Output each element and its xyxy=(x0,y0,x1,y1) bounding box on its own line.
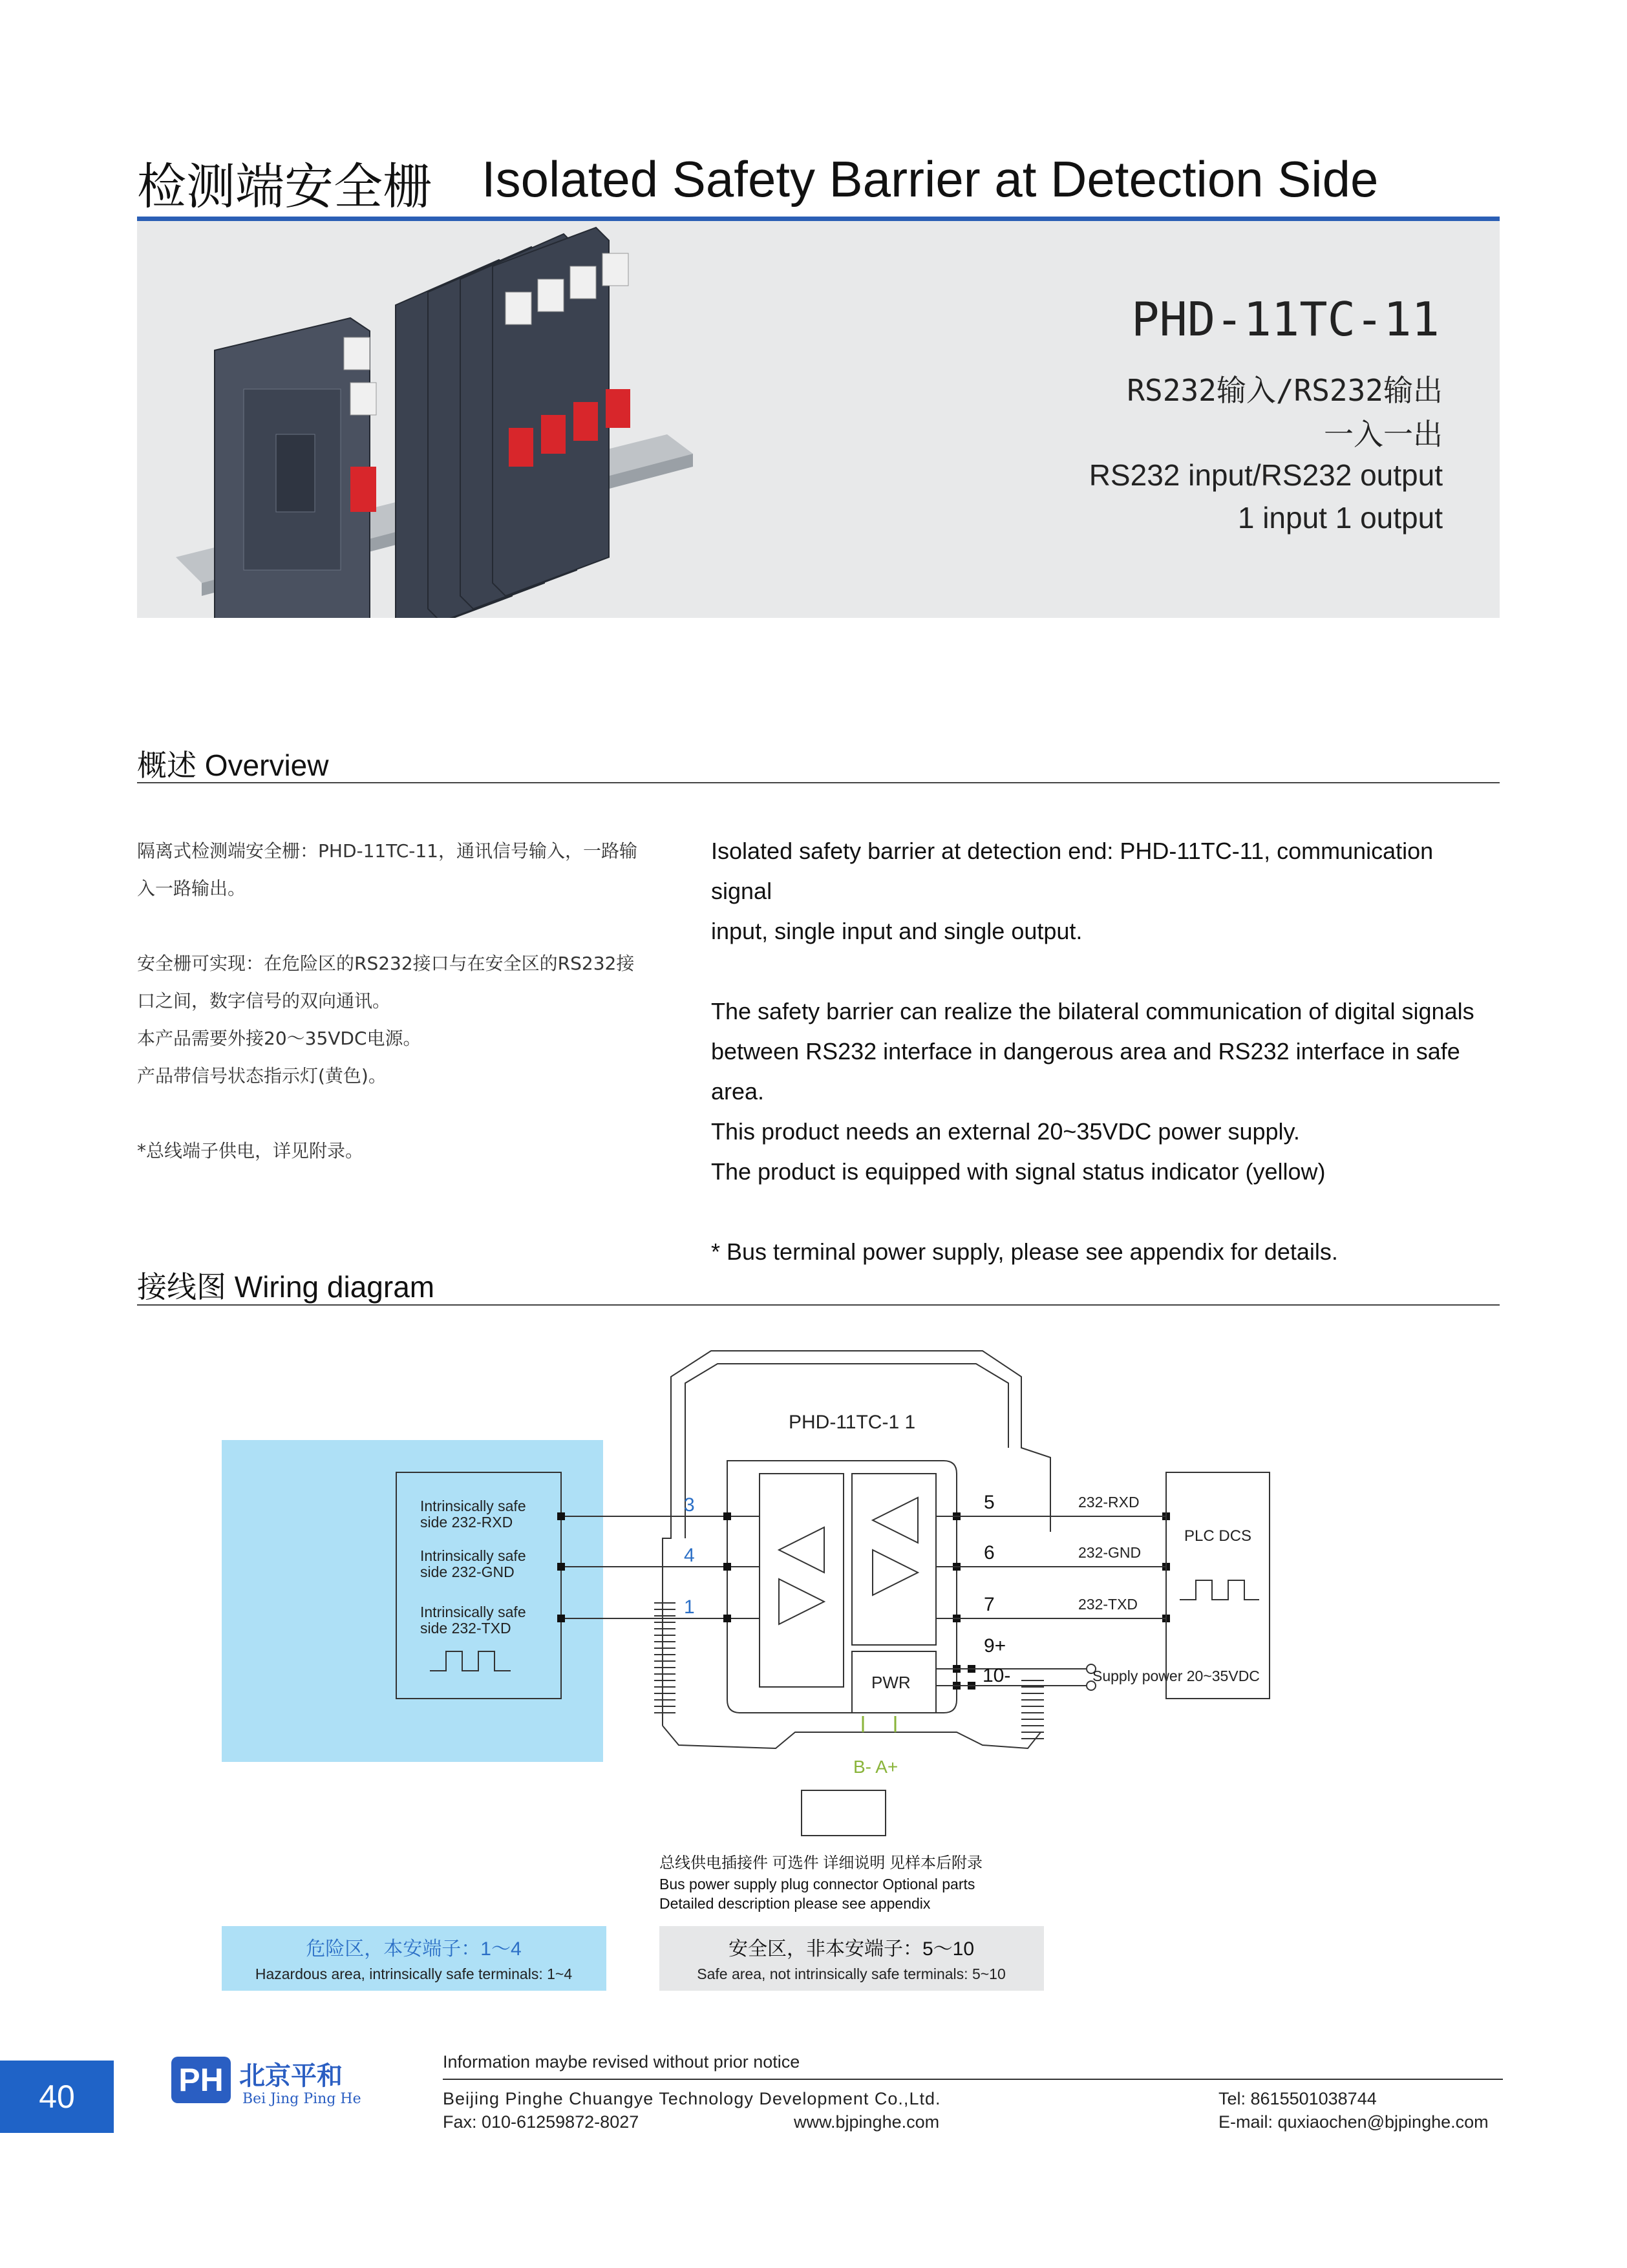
website[interactable]: www.bjpinghe.com xyxy=(794,2112,940,2132)
plc-label: PLC DCS xyxy=(1184,1527,1252,1545)
product-model: PHD-11TC-11 xyxy=(1131,292,1440,346)
pwr-label: PWR xyxy=(871,1673,911,1692)
wiring-divider xyxy=(137,1304,1500,1306)
bus-note-cn: 总线供电插接件 可选件 详细说明 见样本后附录 xyxy=(659,1854,983,1872)
overview-cn-line: *总线端子供电，详见附录。 xyxy=(137,1140,364,1161)
email[interactable]: E-mail: quxiaochen@bjpinghe.com xyxy=(1218,2112,1489,2132)
telephone: Tel: 8615501038744 xyxy=(1218,2089,1377,2108)
company-name: Beijing Pinghe Chuangye Technology Development Co.,Ltd. xyxy=(443,2089,941,2108)
plc-box xyxy=(1166,1472,1270,1699)
hazard-gnd-label: side 232-GND xyxy=(420,1563,515,1580)
terminal-1: 1 xyxy=(684,1596,695,1618)
overview-cn xyxy=(137,832,686,1170)
page-title-en: Isolated Safety Barrier at Detection Side xyxy=(482,151,1379,207)
hazard-rxd-label: Intrinsically safe xyxy=(420,1498,526,1514)
overview-cn-line: 隔离式检测端安全栅：PHD-11TC-11，通讯信号输入，一路输 xyxy=(137,840,637,862)
logo-en: Bei Jing Ping He xyxy=(242,2091,361,2107)
fax: Fax: 010-61259872-8027 xyxy=(443,2112,639,2132)
terminal-3: 3 xyxy=(684,1494,695,1516)
logo-cn: 北京平和 xyxy=(239,2061,343,2091)
title-divider xyxy=(137,217,1500,221)
overview-cn-line: 安全栅可实现：在危险区的RS232接口与在安全区的RS232接 xyxy=(137,953,635,974)
signal-gnd: 232-GND xyxy=(1078,1544,1142,1561)
overview-en-line: * Bus terminal power supply, please see appendix for details. xyxy=(711,1238,1338,1265)
overview-en-line: between RS232 interface in dangerous area and RS232 interface in safe area. xyxy=(711,1038,1460,1105)
overview-heading: 概述 Overview xyxy=(137,748,329,782)
terminal-7: 7 xyxy=(984,1594,995,1615)
bus-note-en: Bus power supply plug connector Optional parts xyxy=(659,1876,975,1892)
signal-txd: 232-TXD xyxy=(1078,1596,1138,1613)
overview-en xyxy=(711,831,1500,1272)
overview-en-line: Isolated safety barrier at detection end: PHD-11TC-11, communication signal xyxy=(711,838,1434,904)
page-title-cn: 检测端安全栅 xyxy=(137,158,432,215)
overview-cn-line: 本产品需要外接20～35VDC电源。 xyxy=(137,1028,421,1049)
inner-board xyxy=(727,1461,957,1713)
din-clip xyxy=(802,1790,886,1836)
right-vents xyxy=(1021,1680,1044,1739)
overview-cn-line: 产品带信号状态指示灯(黄色)。 xyxy=(137,1065,387,1086)
bus-connector xyxy=(863,1716,895,1732)
safe-caption-cn: 安全区，非本安端子：5～10 xyxy=(728,1938,975,1960)
hazard-caption-en: Hazardous area, intrinsically safe terminals: 1~4 xyxy=(255,1966,573,1982)
wiring-diagram xyxy=(0,1344,1627,2004)
terminal-6: 6 xyxy=(984,1542,995,1563)
left-vents xyxy=(654,1603,675,1713)
signal-rxd: 232-RXD xyxy=(1078,1494,1140,1510)
product-io-cn: RS232输入/RS232输出 xyxy=(1127,373,1443,408)
overview-divider xyxy=(137,782,1500,783)
overview-en-line: The product is equipped with signal status indicator (yellow) xyxy=(711,1158,1326,1185)
hazard-txd-label: Intrinsically safe xyxy=(420,1604,526,1620)
supply-label: Supply power 20~35VDC xyxy=(1092,1668,1260,1684)
hero-banner xyxy=(137,221,1500,618)
overview-cn-line: 入一路输出。 xyxy=(137,878,246,899)
hazard-rxd-label: side 232-RXD xyxy=(420,1514,513,1531)
product-io-en: RS232 input/RS232 output xyxy=(1089,458,1443,492)
device-label: PHD-11TC-1 1 xyxy=(789,1412,916,1433)
terminal-9: 9+ xyxy=(984,1635,1006,1657)
product-channels-en: 1 input 1 output xyxy=(1237,501,1443,535)
product-image xyxy=(137,221,719,618)
isolator-right xyxy=(852,1474,936,1645)
product-channels-cn: 一入一出 xyxy=(1324,417,1443,452)
terminal-5: 5 xyxy=(984,1492,995,1513)
isolator-left xyxy=(760,1474,844,1687)
bus-note-en: Detailed description please see appendix xyxy=(659,1895,931,1912)
revision-notice: Information maybe revised without prior notice xyxy=(443,2052,800,2072)
wiring-heading: 接线图 Wiring diagram xyxy=(137,1270,435,1304)
bus-label: B- A+ xyxy=(853,1757,899,1777)
terminal-4: 4 xyxy=(684,1545,695,1566)
terminal-10: 10- xyxy=(983,1665,1011,1686)
pulse-waveform-right xyxy=(1180,1580,1259,1600)
safe-caption-en: Safe area, not intrinsically safe terminals: 5~10 xyxy=(697,1966,1006,1982)
company-logo: PH xyxy=(171,2057,231,2103)
overview-en-line: The safety barrier can realize the bilateral communication of digital signals xyxy=(711,998,1474,1024)
overview-cn-line: 口之间，数字信号的双向通讯。 xyxy=(137,990,391,1012)
overview-en-line: input, single input and single output. xyxy=(711,918,1083,944)
hazard-caption-cn: 危险区，本安端子：1～4 xyxy=(306,1938,522,1960)
overview-en-line: This product needs an external 20~35VDC power supply. xyxy=(711,1118,1300,1145)
footer-divider xyxy=(443,2079,1503,2080)
page-number: 40 xyxy=(0,2061,114,2133)
hazard-txd-label: side 232-TXD xyxy=(420,1620,511,1637)
signal-triangles xyxy=(779,1498,918,1624)
hazard-gnd-label: Intrinsically safe xyxy=(420,1547,526,1564)
hazard-zone xyxy=(222,1440,603,1762)
